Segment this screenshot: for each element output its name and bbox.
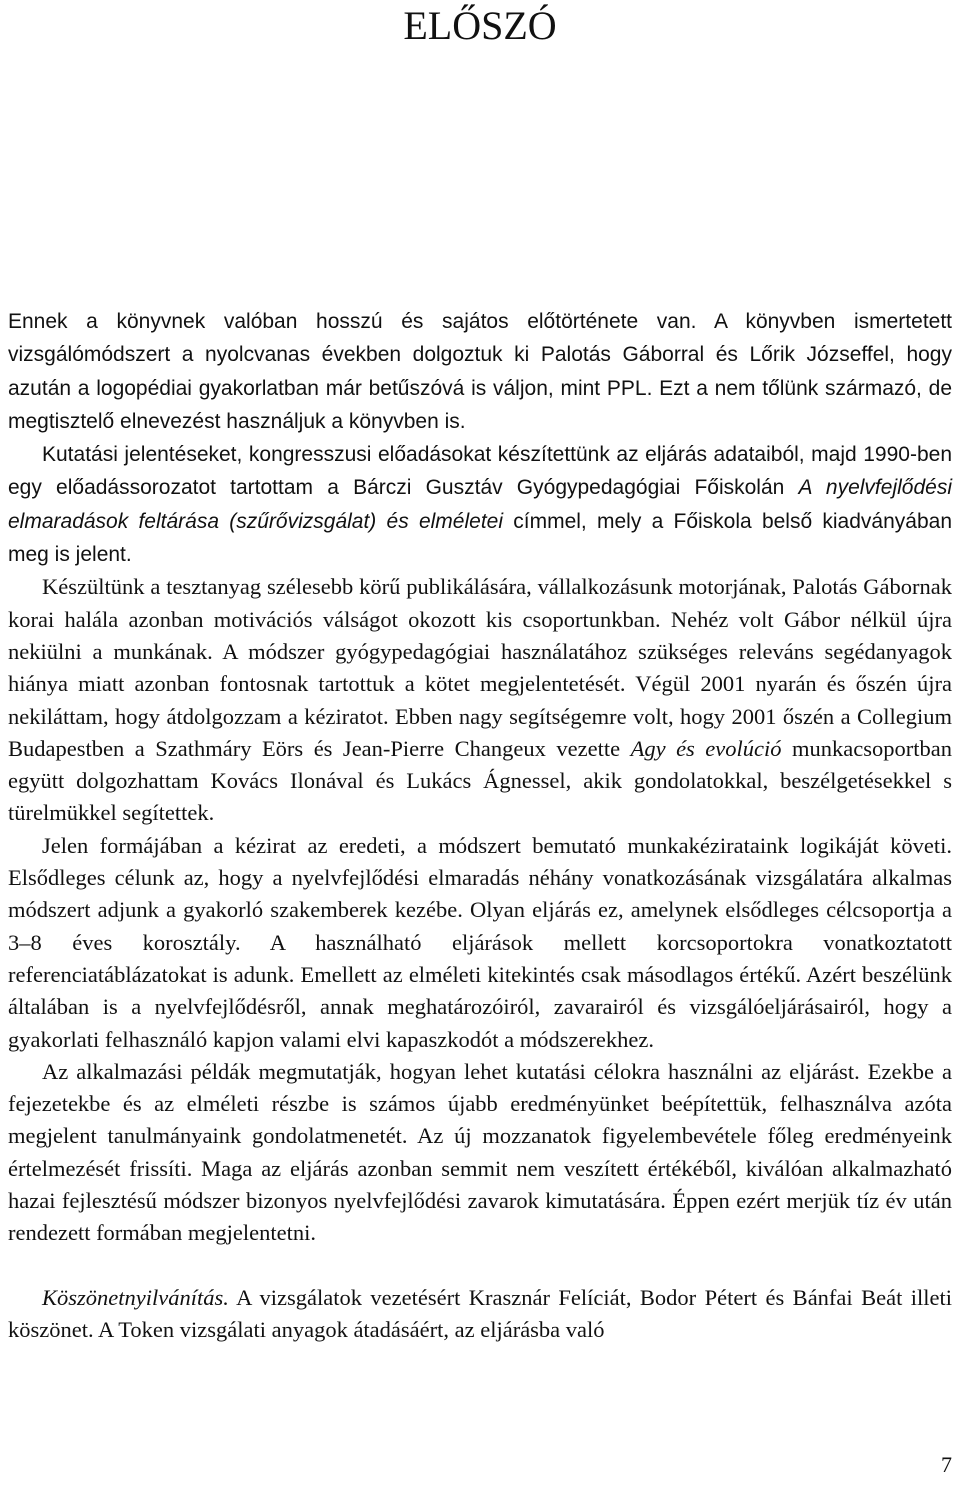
acknowledgement-text: A vizsgálatok vezetésért Krasznár Felíciát, Bodor Pétert és Bánfai Beát illeti köszönet. A Token vizsgálati anyagok átadásáért, az eljárásba való bbox=[8, 1284, 952, 1342]
acknowledgement-paragraph bbox=[8, 1282, 952, 1347]
paragraph-2-sans-span-2: címmel, mely a Főiskola belső kiadványában meg is jelent. bbox=[8, 509, 952, 567]
paragraph-5: Az alkalmazási példák megmutatják, hogyan lehet kutatási célokra használni az eljárást. Ezekbe a fejezetekbe és az elméleti részbe is számos újabb eredményünket beépítettük, felhasználva azóta megjelent tanulmányaink gondolatmenetét. Az új mozzanatok figyelembevétele főleg eredményeink értelmezését frissíti. Maga az eljárás azonban semmit nem veszített értékéből, kiválóan alkalmazható hazai fejlesztésű módszer bizonyos nyelvfejlődési zavarok kimutatására. Éppen ezért merjük tíz év után rendezett formában megjelentetni. bbox=[8, 1058, 952, 1246]
paragraph-1-sans-span-2: A könyvben ismertetett vizsgálómódszert a nyolcvanas években dolgoztuk ki Palotás Gáborral és Lőrik Józseffel, hogy azután a logopédiai gyakorlatban már betűszóvá is váljon, mint PPL. Ezt a nem tőlünk származó, de megtisztelő elnevezést használjuk a könyvben is. bbox=[8, 310, 952, 433]
page-title: ELŐSZÓ bbox=[403, 3, 557, 48]
paragraph-3-text-2: munkacsoportban együtt dolgozhattam Kovács Ilonával és Lukács Ágnessel, akik gondolatokkal, beszélgetésekkel s türelmükkel segítettek. bbox=[8, 735, 952, 826]
paragraph-1 bbox=[8, 305, 952, 438]
page-number: 7 bbox=[941, 1452, 952, 1477]
paragraph-2 bbox=[8, 438, 952, 571]
paragraph-3-text: Készültünk a tesztanyag szélesebb körű publikálására, vállalkozásunk motorjának, Palotás Gábornak korai halála azonban motivációs válságot okozott kis csoportunkban. Nehéz volt Gábor nélkül újra nekiülni a munkának. A módszer gyógypedagógiai használatához szükséges releváns segédanyagok hiánya miatt azonban fontosnak tartottuk a kötet megjelentetését. Végül 2001 nyarán és őszén újra nekiláttam, hogy átdolgozzam a kéziratot. Ebben nagy segítségemre volt, hogy 2001 őszén a Collegium Budapestben a Szathmáry Eörs és Jean-Pierre Changeux vezette bbox=[8, 574, 952, 761]
paragraph-1-sans-span: Ennek a könyvnek valóban hosszú és sajátos előtörténete van. bbox=[8, 310, 714, 333]
body-text bbox=[8, 305, 952, 1346]
paragraph-2-sans-span: Kutatási jelentéseket, kongresszusi előadásokat készítettünk az eljárás adataiból, majd 1990-ben egy előadássorozatot tartottam a Bárczi Gusztáv Gyógypedagógiai Főiskolán bbox=[8, 443, 952, 500]
acknowledgement-heading: Köszönetnyilvánítás. bbox=[42, 1284, 229, 1310]
paragraph-3 bbox=[8, 571, 952, 829]
paragraph-2-italic-title: A nyelvfejlődési elmaradások feltárása (szűrővizsgálat) és elméletei bbox=[8, 476, 952, 533]
paragraph-3-italic-title: Agy és evolúció bbox=[630, 735, 782, 761]
paragraph-4: Jelen formájában a kézirat az eredeti, a módszert bemutató munkakézirataink logikáját követi. Elsődleges célunk az, hogy a nyelvfejlődési elmaradás néhány vonatkozásának vizsgálatára alkalmas módszert adjunk a gyakorló szakemberek kezébe. Olyan eljárás ez, amelynek elsődleges célcsoportja a 3–8 éves korosztály. A használható eljárások mellett korcsoportokra vonatkoztatott referenciatáblázatokat is adunk. Emellett az elméleti kitekintés csak másodlagos értékű. Azért beszélünk általában is a nyelvfejlődésről, annak meghatározóiról, zavarairól és vizsgálóeljárásairól, hogy a gyakorlati felhasználó kapjon valami elvi kapaszkodót a módszerekhez. bbox=[8, 832, 952, 1052]
